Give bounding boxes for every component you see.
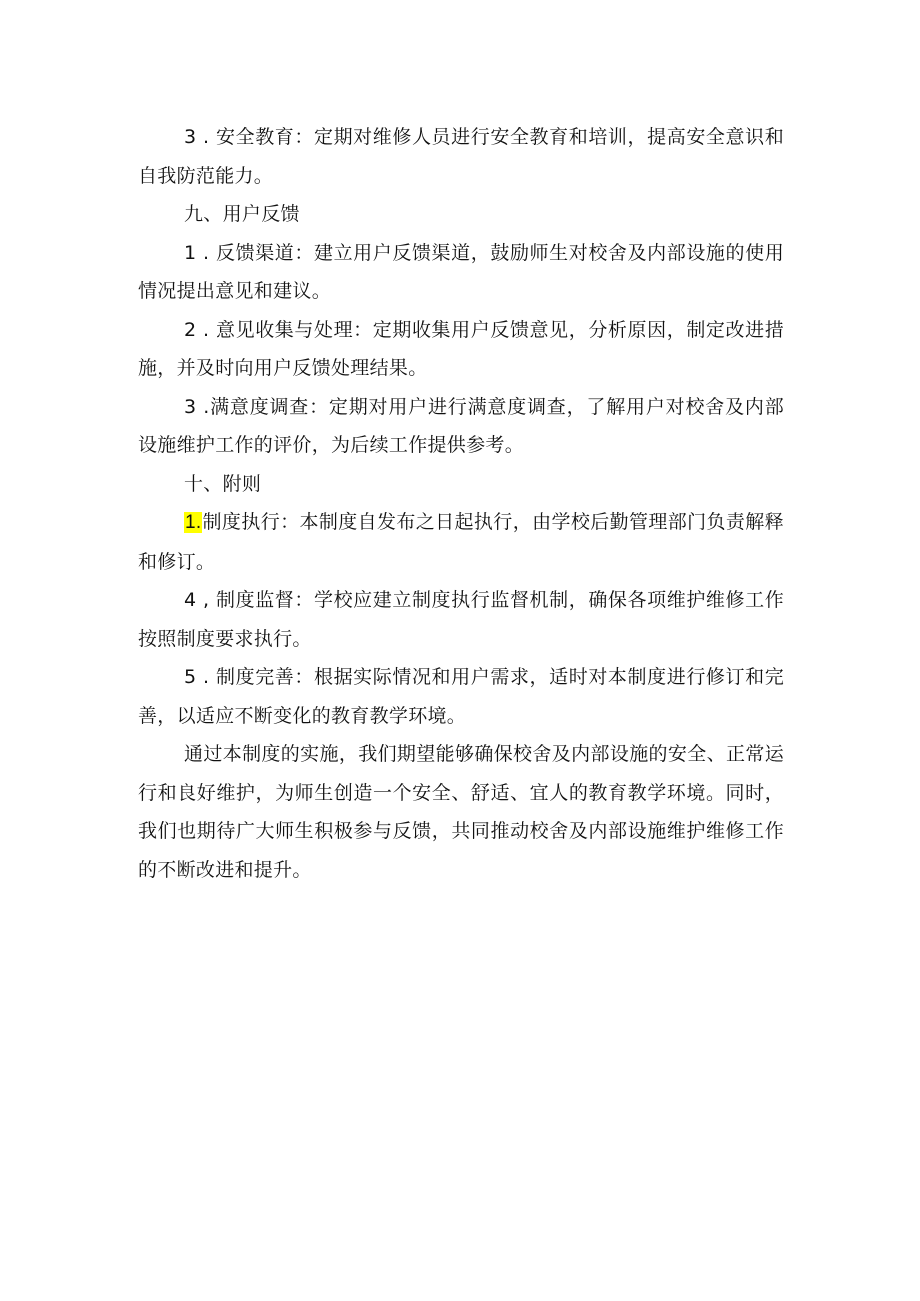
- paragraph-system-supervision: 4 , 制度监督：学校应建立制度执行监督机制，确保各项维护维修工作按照制度要求执行。: [138, 589, 784, 650]
- paragraph-conclusion: 通过本制度的实施，我们期望能够确保校舍及内部设施的安全、正常运行和良好维护，为师生创造一个安全、舒适、宜人的教育教学环境。同时，我们也期待广大师生积极参与反馈，共同推动校舍及内部设施维护维修工作的不断改进和提升。: [138, 743, 784, 881]
- paragraph-safety-education: 3 . 安全教育：定期对维修人员进行安全教育和培训，提高安全意识和自我防范能力。: [138, 126, 784, 187]
- section-heading-supplementary: 十、附则: [184, 472, 262, 495]
- highlighted-number: 1.: [185, 512, 202, 533]
- paragraph-feedback-channel: 1 . 反馈渠道：建立用户反馈渠道，鼓励师生对校舍及内部设施的使用情况提出意见和建议。: [138, 241, 784, 302]
- paragraph-opinion-collection: 2 . 意见收集与处理：定期收集用户反馈意见，分析原因，制定改进措施，并及时向用户反馈处理结果。: [138, 318, 784, 379]
- paragraph-system-execution: [138, 503, 784, 581]
- document-body: [138, 118, 784, 889]
- paragraph-satisfaction-survey: 3 .满意度调查：定期对用户进行满意度调查，了解用户对校舍及内部设施维护工作的评价，为后续工作提供参考。: [138, 395, 784, 456]
- section-heading-user-feedback: 九、用户反馈: [184, 203, 300, 225]
- paragraph-system-improvement: 5 . 制度完善：根据实际情况和用户需求，适时对本制度进行修订和完善，以适应不断变化的教育教学环境。: [138, 666, 784, 727]
- paragraph-system-execution-text: 制度执行：本制度自发布之日起执行，由学校后勤管理部门负责解释和修订。: [138, 511, 784, 573]
